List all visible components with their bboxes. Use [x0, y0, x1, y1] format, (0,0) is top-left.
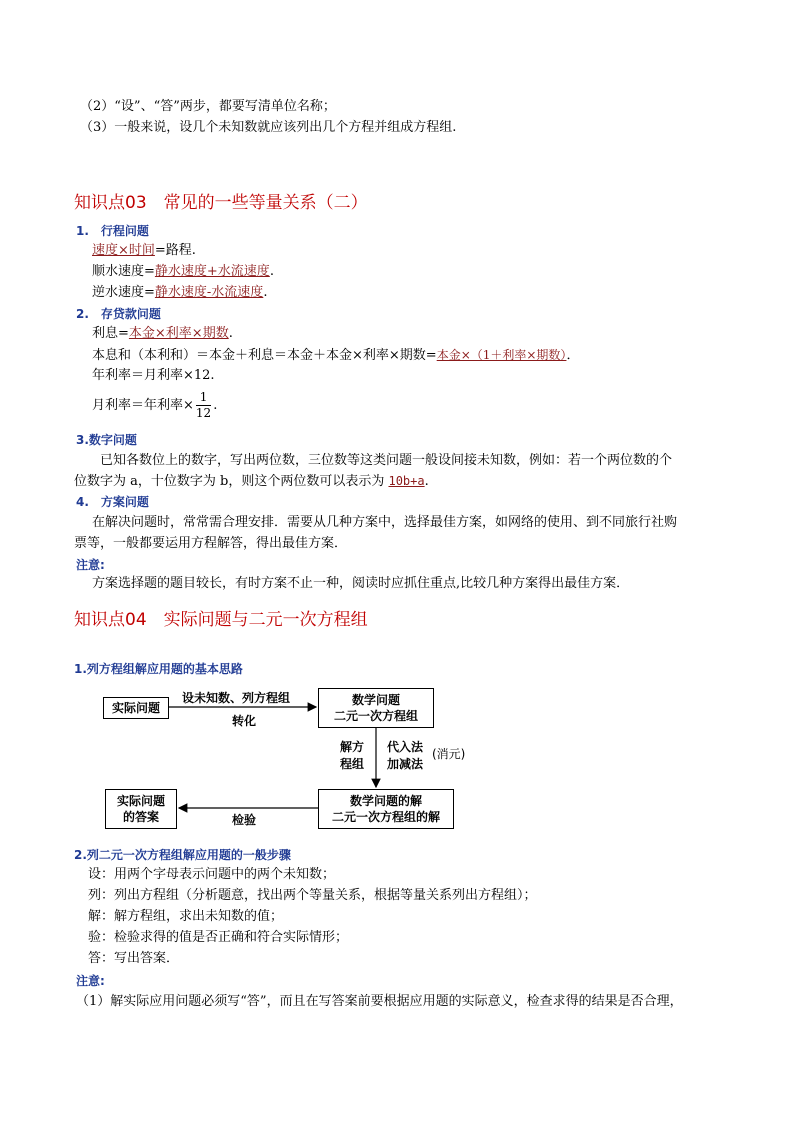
loan-l1-underlined: 本金×利率×期数: [128, 326, 229, 341]
step-5: 答：写出答案．: [88, 951, 180, 966]
intro-line-3: （3）一般来说，设几个未知数就应该列出几个方程并组成方程组.: [80, 120, 457, 135]
loan-l2-text: ．: [566, 348, 580, 363]
kp04-note-label: 注意:: [76, 974, 105, 988]
box-solution-line-2: 二元一次方程组的解: [331, 810, 440, 824]
solve-label-2: 程组: [340, 757, 365, 771]
check-label: 检验: [232, 813, 257, 827]
arrow-top-label: 设未知数、列方程组: [182, 691, 291, 705]
step-4: 验：检验求得的值是否正确和符合实际情形；: [88, 930, 349, 945]
kp04-s1-title: 1.列方程组解应用题的基本思路: [74, 662, 243, 676]
kp04-title: 知识点04 实际问题与二元一次方程组: [74, 610, 368, 630]
box-real-problem: [103, 697, 169, 719]
box-real-label: 实际问题: [111, 701, 160, 715]
travel-l3-underlined: 静水速度-水流速度: [154, 285, 264, 300]
travel-l2-text: .: [269, 264, 274, 279]
loan-l4-prefix: 月利率＝年利率×: [92, 398, 194, 413]
box-math-line-2: 二元一次方程组: [333, 709, 418, 723]
loan-l2-underlined: 本金×（1＋利率×期数）: [436, 348, 567, 362]
plan-para-1: 在解决问题时，常常需合理安排．需要从几种方案中，选择最佳方案，如网络的使用、到不同旅行社购: [92, 515, 678, 530]
kp03-note-label: 注意:: [76, 558, 105, 572]
fraction-numerator: 1: [196, 390, 211, 406]
travel-l2-prefix: 顺水速度=: [92, 264, 155, 279]
number-p2-underlined: 10b+a: [388, 474, 425, 488]
step-3: 解：解方程组，求出未知数的值；: [88, 909, 284, 924]
method-label-2: 加减法: [387, 757, 424, 771]
loan-l1-prefix: 利息=: [92, 326, 129, 341]
kp03-s1-title: 1. 行程问题: [76, 224, 149, 238]
box-solution-line-1: 数学问题的解: [349, 794, 422, 808]
box-answer-line-2: 的答案: [122, 810, 159, 824]
box-solution: [318, 789, 454, 829]
travel-l1-text: =路程.: [154, 243, 196, 258]
loan-line-3: 年利率＝月利率×12.: [92, 368, 215, 383]
kp03-title: 知识点03 常见的一些等量关系（二）: [74, 193, 368, 213]
loan-l1-text: .: [228, 326, 233, 341]
kp04-s2-title: 2.列二元一次方程组解应用题的一般步骤: [74, 848, 291, 862]
kp03-s4-title: 4. 方案问题: [76, 495, 149, 509]
number-p2-end: .: [424, 474, 429, 489]
plan-para-2: 票等，一般都要运用方程解答，得出最佳方案．: [74, 536, 348, 551]
box-answer: [105, 789, 177, 829]
step-2: 列：列出方程组（分析题意，找出两个等量关系，根据等量关系列出方程组）；: [88, 888, 537, 903]
step-1: 设：用两个字母表示问题中的两个未知数；: [88, 867, 336, 882]
travel-l3-prefix: 逆水速度=: [92, 285, 155, 300]
fraction-denominator: 12: [195, 406, 212, 420]
arrow-top-sub: 转化: [232, 714, 257, 728]
number-p2-text: 位数字为 a，十位数字为 b，则这个两位数可以表示为: [74, 474, 389, 489]
kp03-s2-title: 2. 存贷款问题: [76, 307, 161, 321]
intro-line-2: （2）“设”、“答”两步，都要写清单位名称；: [80, 99, 336, 114]
method-label-3: (消元): [432, 747, 466, 761]
box-answer-line-1: 实际问题: [116, 794, 165, 808]
travel-l2-underlined: 静水速度+水流速度: [154, 264, 270, 279]
method-label-1: 代入法: [387, 740, 424, 754]
travel-l1-underlined: 速度×时间: [92, 243, 155, 258]
kp04-note-text: （1）解实际应用问题必须写“答”，而且在写答案前要根据应用题的实际意义，检查求得的结果是否合理，: [76, 994, 683, 1009]
kp03-s3-title: 3.数字问题: [76, 433, 137, 447]
solve-label-1: 解方: [340, 740, 365, 754]
box-math-problem: [318, 688, 434, 728]
loan-l4-text: .: [213, 398, 218, 413]
number-para-1: 已知各数位上的数字，写出两位数，三位数等这类问题一般设间接未知数，例如：若一个两位数的个: [100, 453, 673, 468]
kp03-note-text: 方案选择题的题目较长，有时方案不止一种，阅读时应抓住重点,比较几种方案得出最佳方案．: [92, 576, 630, 591]
travel-l3-text: .: [263, 285, 268, 300]
loan-l2-prefix: 本息和（本利和）＝本金＋利息＝本金＋本金×利率×期数=: [92, 348, 437, 363]
box-math-line-1: 数学问题: [351, 693, 400, 707]
